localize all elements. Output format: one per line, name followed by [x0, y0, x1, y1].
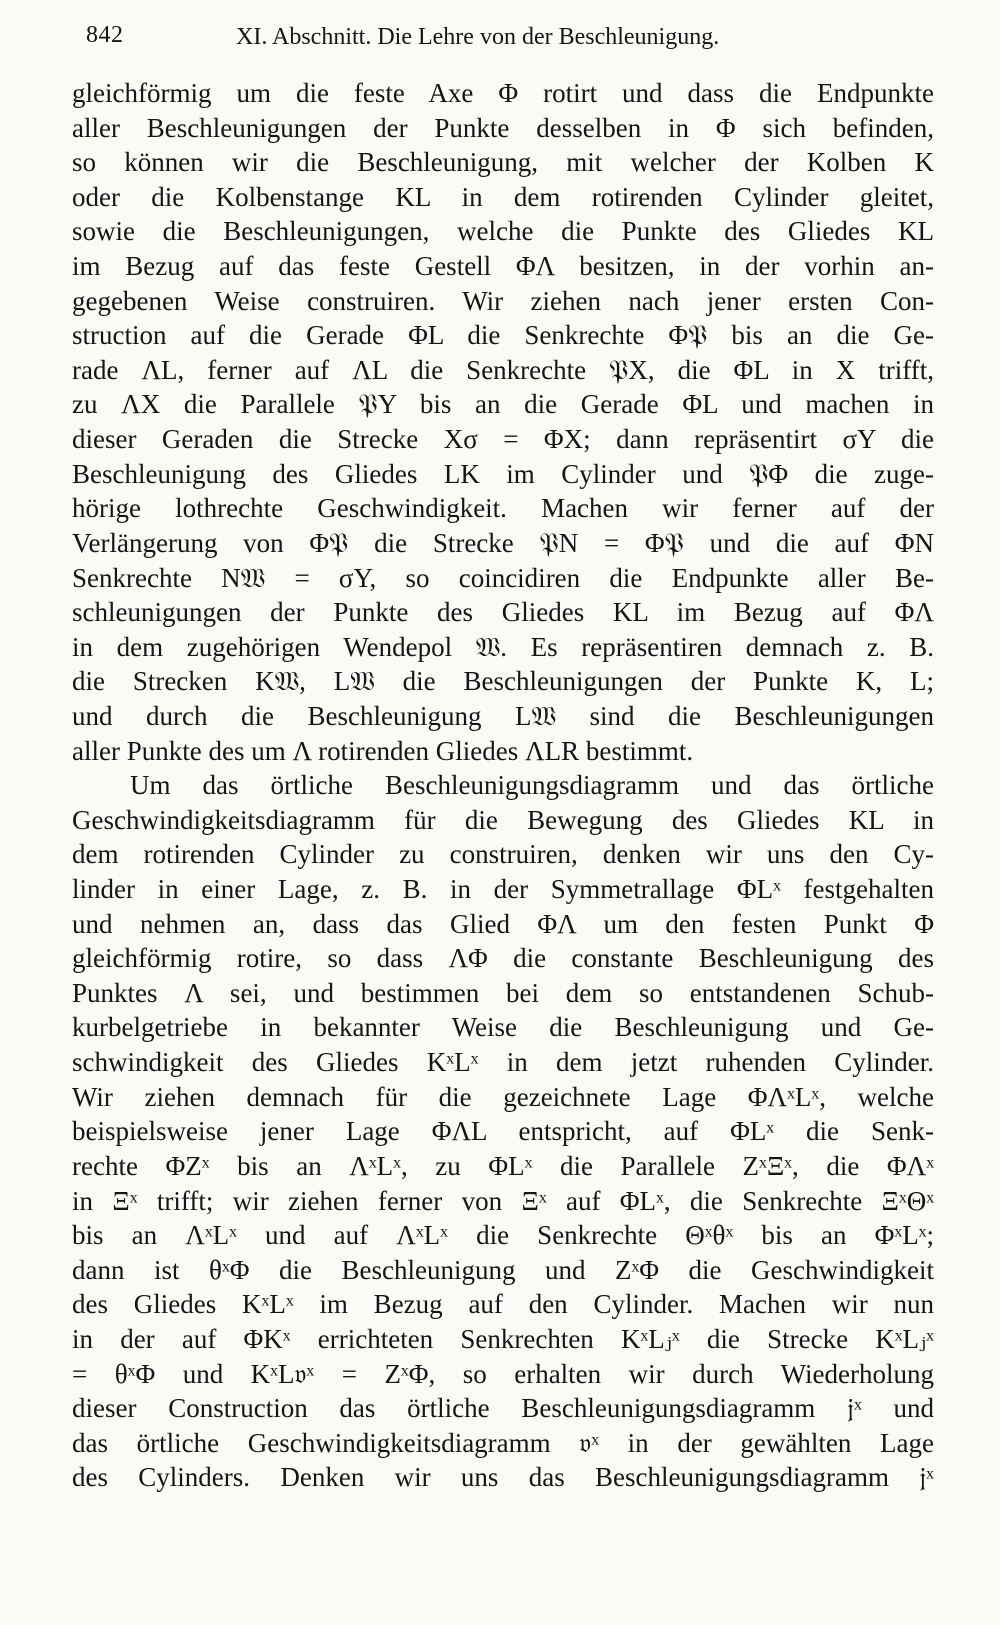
text-line: gleichförmig rotire, so dass ΛΦ die constante Beschleunigung des — [72, 943, 934, 974]
text-line: des Cylinders. Denken wir uns das Beschleunigungsdiagramm 𝔧ˣ — [72, 1462, 934, 1493]
text-line: Wir ziehen demnach für die gezeichnete Lage ΦΛˣLˣ, welche — [72, 1081, 934, 1112]
page-number: 842 — [86, 22, 124, 48]
text-line: und nehmen an, dass das Glied ΦΛ um den festen Punkt Φ — [72, 908, 934, 939]
text-line: schleunigungen der Punkte des Gliedes KL im Bezug auf ΦΛ — [72, 597, 934, 628]
text-line: Um das örtliche Beschleunigungsdiagramm und das örtliche — [130, 770, 934, 801]
text-line: struction auf die Gerade ΦL die Senkrechte Φ𝔓 bis an die Ge- — [72, 320, 934, 351]
text-line: aller Beschleunigungen der Punkte desselben in Φ sich befinden, — [72, 112, 934, 143]
paragraph-1 — [72, 76, 934, 768]
text-line: sowie die Beschleunigungen, welche die Punkte des Gliedes KL — [72, 216, 934, 247]
text-line: Beschleunigung des Gliedes LK im Cylinder und 𝔓Φ die zuge- — [72, 458, 934, 489]
text-line: gleichförmig um die feste Axe Φ rotirt und dass die Endpunkte — [72, 78, 934, 108]
text-line: beispielsweise jener Lage ΦΛL entspricht, auf ΦLˣ die Senk- — [72, 1116, 934, 1147]
text-line: im Bezug auf das feste Gestell ΦΛ besitzen, in der vorhin an- — [72, 251, 934, 282]
text-line: linder in einer Lage, z. B. in der Symmetrallage ΦLˣ festgehalten — [72, 874, 934, 905]
text-line: in dem zugehörigen Wendepol 𝔚. Es repräsentiren demnach z. B. — [72, 631, 934, 662]
text-line: des Gliedes KˣLˣ im Bezug auf den Cylinder. Machen wir nun — [72, 1289, 934, 1320]
text-line: bis an ΛˣLˣ und auf ΛˣLˣ die Senkrechte Θˣθˣ bis an ΦˣLˣ; — [72, 1220, 934, 1251]
text-line: das örtliche Geschwindigkeitsdiagramm 𝔳ˣ in der gewählten Lage — [72, 1427, 934, 1458]
text-line: kurbelgetriebe in bekannter Weise die Beschleunigung und Ge- — [72, 1012, 934, 1043]
text-line: dieser Construction das örtliche Beschleunigungsdiagramm 𝔧ˣ und — [72, 1393, 934, 1424]
text-line: die Strecken K𝔚, L𝔚 die Beschleunigungen der Punkte K, L; — [72, 666, 934, 697]
text-line: dieser Geraden die Strecke Xσ = ΦX; dann repräsentirt σY die — [72, 424, 934, 455]
text-line: Verlängerung von Φ𝔓 die Strecke 𝔓N = Φ𝔓 und die auf ΦN — [72, 527, 934, 558]
text-line: Geschwindigkeitsdiagramm für die Bewegung des Gliedes KL in — [72, 804, 934, 835]
text-line: dem rotirenden Cylinder zu construiren, denken wir uns den Cy- — [72, 839, 934, 870]
text-line: = θˣΦ und KˣL𝔳ˣ = ZˣΦ, so erhalten wir durch Wiederholung — [72, 1358, 934, 1389]
running-title: XI. Abschnitt. Die Lehre von der Beschleunigung. — [236, 24, 720, 50]
text-line: so können wir die Beschleunigung, mit welcher der Kolben K — [72, 147, 934, 178]
text-line: aller Punkte des um Λ rotirenden Gliedes ΛLR bestimmt. — [72, 735, 694, 766]
body-text — [72, 76, 934, 1495]
text-line: dann ist θˣΦ die Beschleunigung und ZˣΦ die Geschwindigkeit — [72, 1254, 934, 1285]
text-line: schwindigkeit des Gliedes KˣLˣ in dem jetzt ruhenden Cylinder. — [72, 1047, 934, 1078]
text-line: zu ΛX die Parallele 𝔓Y bis an die Gerade ΦL und machen in — [72, 389, 934, 420]
text-line: Punktes Λ sei, und bestimmen bei dem so entstandenen Schub- — [72, 977, 934, 1008]
text-line: rechte ΦZˣ bis an ΛˣLˣ, zu ΦLˣ die Parallele ZˣΞˣ, die ΦΛˣ — [72, 1150, 934, 1181]
page-header — [86, 18, 806, 52]
text-line: und durch die Beschleunigung L𝔚 sind die Beschleunigungen — [72, 700, 934, 731]
text-line: in Ξˣ trifft; wir ziehen ferner von Ξˣ auf ΦLˣ, die Senkrechte ΞˣΘˣ — [72, 1185, 934, 1216]
paragraph-2 — [72, 768, 934, 1495]
text-line: rade ΛL, ferner auf ΛL die Senkrechte 𝔓X, die ΦL in X trifft, — [72, 354, 934, 385]
text-line: hörige lothrechte Geschwindigkeit. Machen wir ferner auf der — [72, 493, 934, 524]
text-line: in der auf ΦKˣ errichteten Senkrechten KˣLⱼˣ die Strecke KˣLⱼˣ — [72, 1323, 934, 1354]
text-line: Senkrechte N𝔚 = σY, so coincidiren die Endpunkte aller Be- — [72, 562, 934, 593]
text-line: oder die Kolbenstange KL in dem rotirenden Cylinder gleitet, — [72, 181, 934, 212]
text-line: gegebenen Weise construiren. Wir ziehen nach jener ersten Con- — [72, 285, 934, 316]
